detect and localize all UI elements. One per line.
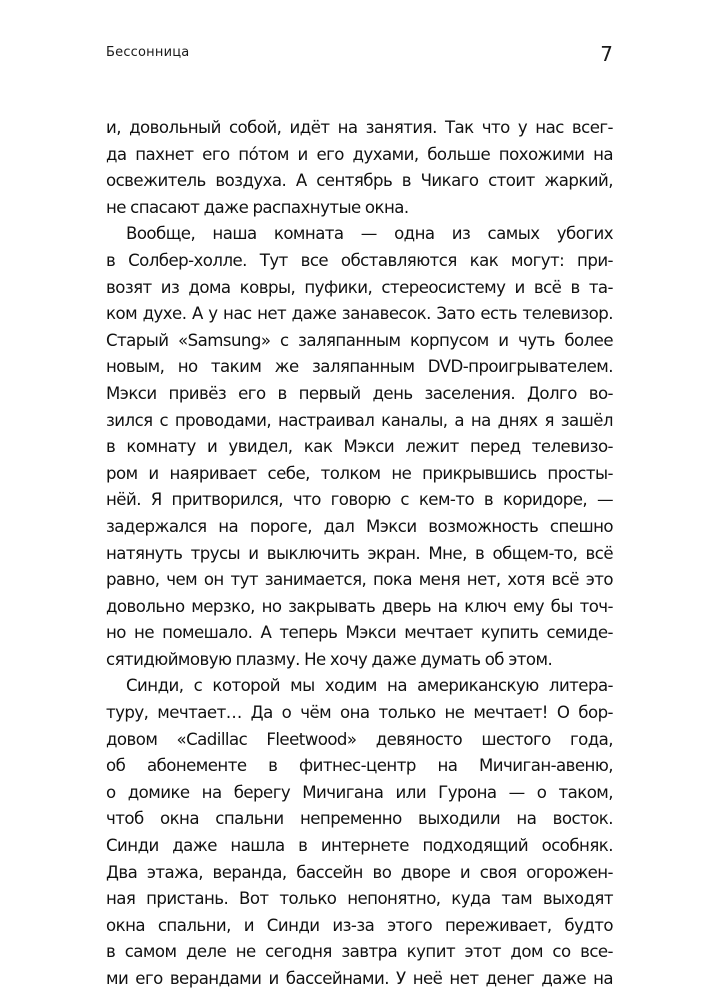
page-number: 7: [600, 42, 613, 66]
text-line: Вообще, наша комната — одна из самых убогих: [126, 224, 613, 244]
text-line: в Солбер-холле. Тут все обставляются как могут: при-: [106, 250, 613, 270]
text-line: в комнату и увидел, как Мэкси лежит перед телевизо-: [106, 437, 613, 457]
text-line: Синди, с которой мы ходим на американскую литера-: [126, 676, 613, 696]
text-line: задержался на пороге, дал Мэкси возможность спешно: [106, 516, 613, 536]
text-line: нёй. Я притворился, что говорю с кем-то в коридоре, —: [106, 490, 613, 510]
text-line: не спасают даже распахнутые окна.: [106, 197, 409, 217]
text-line: равно, чем он тут занимается, пока меня нет, хотя всё это: [106, 570, 613, 590]
text-line: возят из дома ковры, пуфики, стереосистему и всё в та-: [106, 277, 613, 297]
text-line: ная пристань. Вот только непонятно, куда там выходят: [106, 889, 613, 909]
text-line: Два этажа, веранда, бассейн во дворе и своя огорожен-: [106, 862, 613, 882]
text-line: новым, но таким же заляпанным DVD-проигрывателем.: [106, 357, 613, 377]
text-line: довом «Cadillac Fleetwood» девяносто шестого года,: [106, 729, 613, 749]
text-line: довольно мерзко, но закрывать дверь на ключ ему бы точ-: [106, 596, 613, 616]
text-line: сятидюймовую плазму. Не хочу даже думать об этом.: [106, 649, 553, 669]
text-line: и, довольный собой, идёт на занятия. Так что у нас всег-: [106, 118, 613, 137]
running-title: Бессонница: [106, 45, 190, 60]
text-line: ми его верандами и бассейнами. У неё нет денег даже на: [106, 969, 613, 988]
text-line: чтоб окна спальни непременно выходили на восток.: [106, 809, 613, 829]
text-line: о домике на берегу Мичигана или Гурона — о таком,: [106, 782, 613, 802]
text-line: ром и наяривает себе, толком не прикрывшись просты-: [106, 463, 613, 483]
body-text: [106, 115, 613, 993]
text-line: в самом деле не сегодня завтра купит этот дом со все-: [106, 942, 613, 962]
text-line: ком духе. А у нас нет даже занавесок. Зато есть телевизор.: [106, 304, 613, 324]
text-line: Мэкси привёз его в первый день заселения. Долго во-: [106, 383, 613, 403]
text-line: об абонементе в фитнес-центр на Мичиган-авеню,: [106, 756, 613, 776]
text-line: но не помешало. А теперь Мэкси мечтает купить семиде-: [106, 623, 613, 643]
text-line: освежитель воздуха. А сентябрь в Чикаго стоит жаркий,: [106, 171, 613, 191]
text-line: натянуть трусы и выключить экран. Мне, в общем-то, всё: [106, 543, 613, 563]
text-line: окна спальни, и Синди из-за этого переживает, будто: [106, 915, 613, 935]
text-line: да пахнет его пóтом и его духами, больше похожими на: [106, 144, 613, 164]
text-line: зился с проводами, настраивал каналы, а на днях я зашёл: [106, 410, 613, 430]
text-line: Синди даже нашла в интернете подходящий особняк.: [106, 836, 613, 856]
text-line: Старый «Samsung» с заляпанным корпусом и чуть более: [106, 330, 613, 350]
text-line: туру, мечтает… Да о чём она только не мечтает! О бор-: [106, 703, 613, 723]
